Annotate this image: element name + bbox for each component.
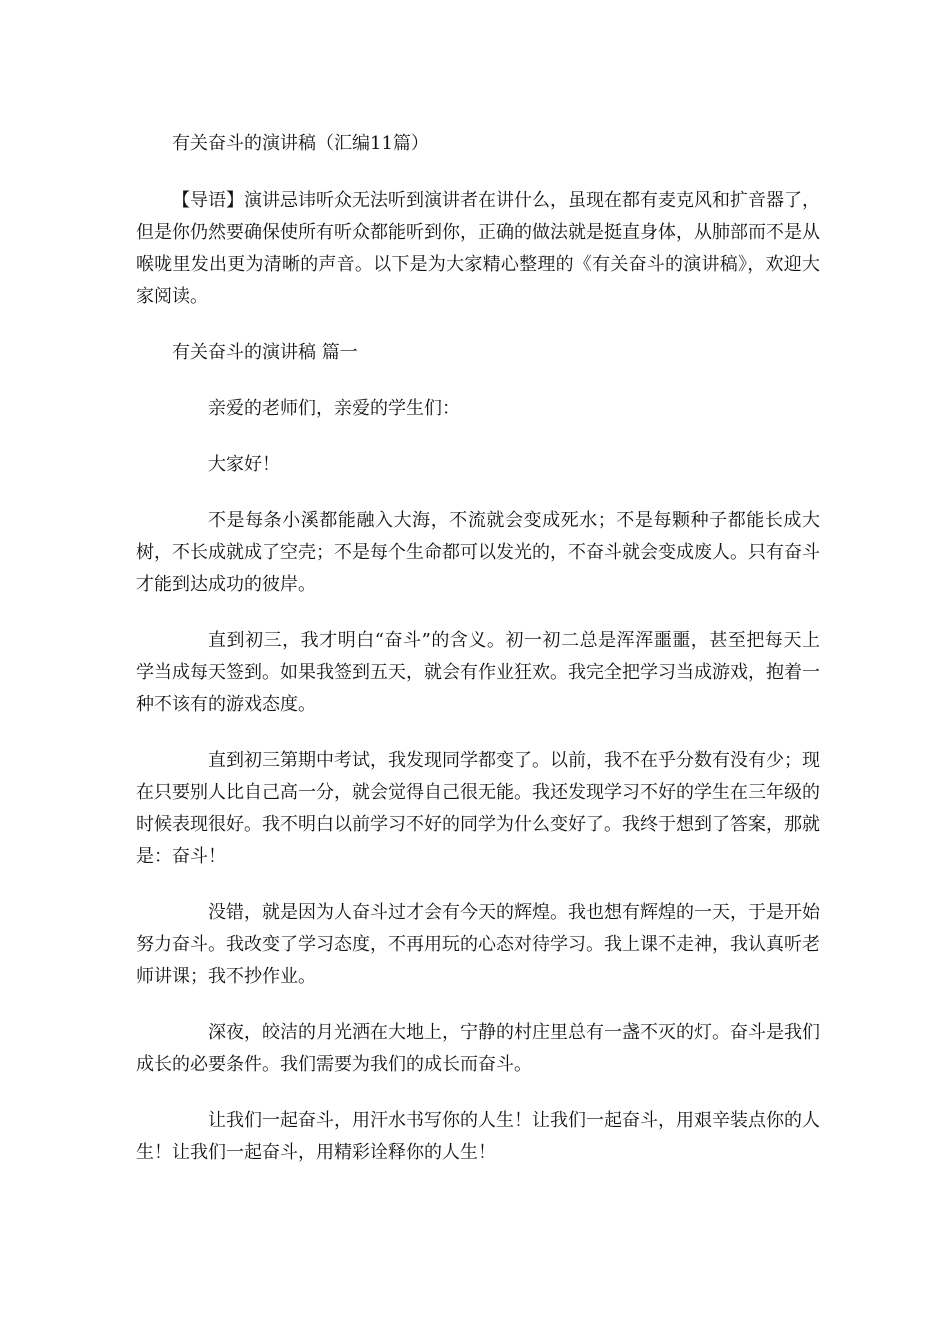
body-paragraph-1: 不是每条小溪都能融入大海，不流就会变成死水；不是每颗种子都能长成大树，不长成就成了空壳；不是每个生命都可以发光的，不奋斗就会变成废人。只有奋斗才能到达成功的彼岸。 (136, 510, 820, 595)
section-heading: 有关奋斗的演讲稿 篇一 (172, 342, 358, 363)
body-paragraph-4: 没错，就是因为人奋斗过才会有今天的辉煌。我也想有辉煌的一天，于是开始努力奋斗。我改变了学习态度，不再用玩的心态对待学习。我上课不走神，我认真听老师讲课；我不抄作业。 (136, 902, 820, 987)
intro-paragraph: 【导语】演讲忌讳听众无法听到演讲者在讲什么，虽现在都有麦克风和扩音器了，但是你仍然要确保使所有听众都能听到你，正确的做法就是挺直身体，从肺部而不是从喉咙里发出更为清晰的声音。以下是为大家精心整理的《有关奋斗的演讲稿》，欢迎大家阅读。 (136, 190, 820, 307)
body-paragraph-2: 直到初三，我才明白“奋斗”的含义。初一初二总是浑浑噩噩，甚至把每天上学当成每天签到。如果我签到五天，就会有作业狂欢。我完全把学习当成游戏，抱着一种不该有的游戏态度。 (136, 630, 820, 715)
document-body (136, 128, 820, 1193)
body-paragraph-6: 让我们一起奋斗，用汗水书写你的人生！让我们一起奋斗，用艰辛装点你的人生！让我们一起奋斗，用精彩诠释你的人生！ (136, 1110, 820, 1163)
body-paragraph-5: 深夜，皎洁的月光洒在大地上，宁静的村庄里总有一盏不灭的灯。奋斗是我们成长的必要条件。我们需要为我们的成长而奋斗。 (136, 1022, 820, 1075)
salutation: 亲爱的老师们，亲爱的学生们： (208, 398, 460, 419)
document-title: 有关奋斗的演讲稿（汇编11篇） (172, 133, 429, 154)
body-paragraph-3: 直到初三第期中考试，我发现同学都变了。以前，我不在乎分数有没有少；现在只要别人比自己高一分，就会觉得自己很无能。我还发现学习不好的学生在三年级的时候表现很好。我不明白以前学习不好的同学为什么变好了。我终于想到了答案，那就是：奋斗！ (136, 750, 820, 867)
greeting: 大家好！ (208, 454, 280, 475)
